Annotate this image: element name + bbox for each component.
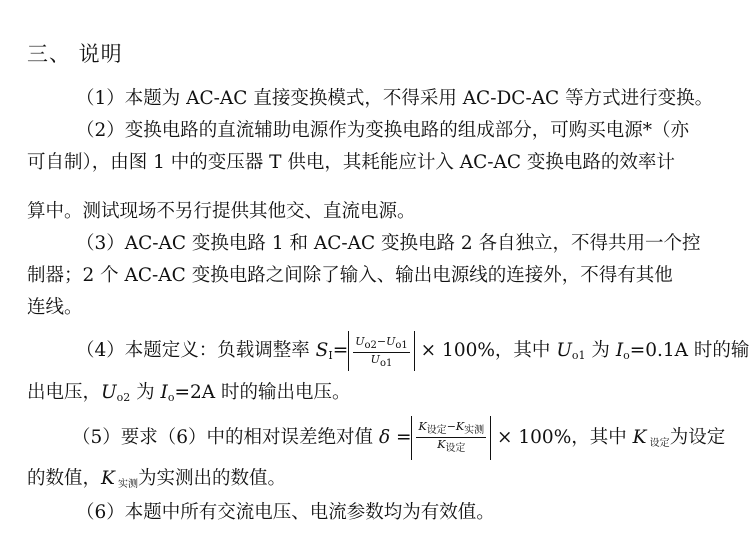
abs-value-bars [348, 331, 415, 371]
item-3-line-3: 连线。 [27, 297, 83, 318]
equals-sign: = [332, 340, 349, 361]
i-o-symbol: I [615, 340, 624, 361]
item-2-line-3: 算中。测试现场不另行提供其他交、直流电源。 [27, 201, 416, 222]
item-2-line-2: 可自制），由图 1 中的变压器 T 供电，其耗能应计入 AC-AC 变换电路的效率计 [27, 152, 675, 173]
item-4-line-1: （4）本题定义：负载调整率 $S_I=$ $\frac{U_{o2}-U_{o1}}{U_{o1}}$ × 100%，其中 $U_{o1}$ 为 $I_o=0.1A$ 时的输 [76, 331, 749, 371]
u-o1-symbol: U [556, 340, 572, 361]
u-o2-symbol: U [101, 382, 117, 403]
k-measured-symbol: K [101, 468, 115, 489]
delta-symbol: δ [378, 427, 391, 448]
fraction-numerator-2: $K_{设定}-K_{实测}$ [418, 420, 485, 436]
fraction-denominator-2: $K_{设定}$ [437, 438, 466, 454]
fraction-denominator: $U_{o1}$ [370, 353, 393, 369]
item-1: （1）本题为 AC-AC 直接变换模式，不得采用 AC-DC-AC 等方式进行变换。 [76, 88, 714, 109]
load-reg-sub: I [328, 349, 333, 362]
rel-error-fraction [416, 420, 486, 455]
item-5-line-2: 的数值，K $_{实测}$为实测出的数值。 [27, 468, 287, 490]
item-3-line-1: （3）AC-AC 变换电路 1 和 AC-AC 变换电路 2 各自独立，不得共用一个控 [76, 233, 701, 254]
item-4-mid: × 100%，其中 [414, 340, 557, 361]
abs-value-bars-2 [411, 416, 491, 460]
item-5-text: （5）要求（6）中的相对误差绝对值 [72, 427, 379, 448]
item-6: （6）本题中所有交流电压、电流参数均为有效值。 [76, 502, 495, 523]
item-5-line-1: （5）要求（6）中的相对误差绝对值 δ = $\frac{K_{设定}-K_{实测}}{K_{设定}}$ × 100%，其中 K $_{设定}$为设定 [72, 416, 725, 460]
fraction-numerator: $U_{o2}-U_{o1}$ [355, 335, 408, 351]
item-3-line-2: 制器；2 个 AC-AC 变换电路之间除了输入、输出电源线的连接外，不得有其他 [27, 265, 673, 286]
load-reg-fraction [353, 335, 410, 370]
load-reg-symbol: S [315, 340, 329, 361]
item-2-line-1: （2）变换电路的直流辅助电源作为变换电路的组成部分，可购买电源*（亦 [76, 120, 690, 141]
k-symbol: K [632, 427, 647, 448]
section-heading: 三、 说明 [27, 42, 123, 66]
item-4-text: （4）本题定义：负载调整率 [76, 340, 316, 361]
item-4-line-2: 出电压，$U_{o2}$ 为 $I_o=2A$ 时的输出电压。 [27, 382, 351, 404]
